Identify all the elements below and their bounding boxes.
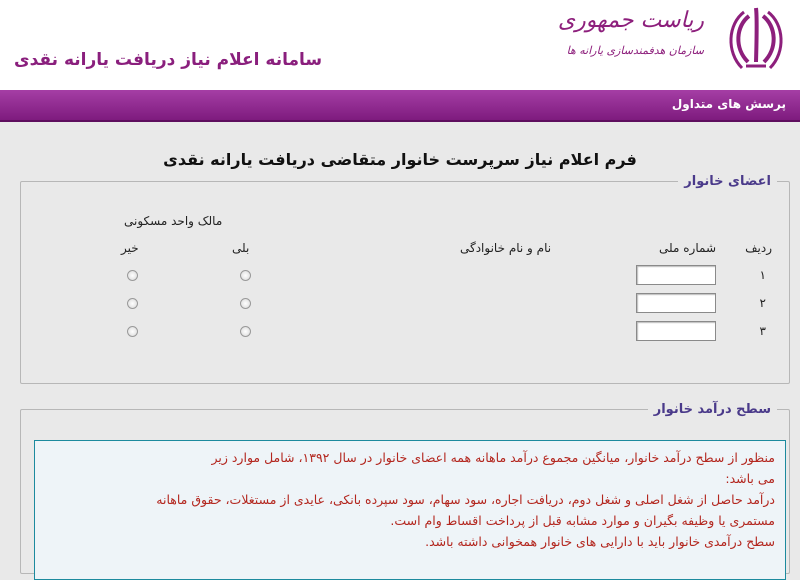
nav-bar bbox=[0, 90, 800, 122]
yes-column-header: بلی bbox=[232, 241, 250, 255]
owner-no-radio[interactable] bbox=[127, 326, 138, 337]
row-number: ۲ bbox=[759, 296, 766, 310]
national-id-column-header: شماره ملی bbox=[659, 241, 716, 255]
iran-emblem-icon bbox=[724, 4, 788, 74]
household-members-legend: اعضای خانوار bbox=[684, 174, 771, 189]
row-number: ۱ bbox=[759, 268, 766, 282]
form-title: فرم اعلام نیاز سرپرست خانوار متقاضی دریافت یارانه نقدی bbox=[163, 150, 637, 169]
row-number: ۳ bbox=[759, 324, 766, 338]
row-column-header: ردیف bbox=[745, 241, 772, 255]
brand-subtitle: سازمان هدفمندسازی یارانه ها bbox=[566, 44, 704, 57]
system-title: سامانه اعلام نیاز دریافت یارانه نقدی bbox=[14, 50, 323, 70]
household-income-legend: سطح درآمد خانوار bbox=[653, 402, 771, 417]
owner-yes-radio[interactable] bbox=[240, 326, 251, 337]
full-name-column-header: نام و نام خانوادگی bbox=[460, 241, 552, 255]
site-header bbox=[0, 0, 800, 90]
national-id-input[interactable] bbox=[636, 265, 716, 285]
notice-line: منظور از سطح درآمد خانوار، میانگین مجموع درآمد ماهانه همه اعضای خانوار در سال ۱۳۹۲، شامل موارد زیر bbox=[211, 450, 775, 465]
notice-line: می باشد: bbox=[725, 471, 775, 486]
brand-title: ریاست جمهوری bbox=[557, 8, 704, 33]
notice-line: درآمد حاصل از شغل اصلی و شغل دوم، دریافت اجاره، سود سهام، سود سپرده بانکی، عایدی از مستغلات، حقوق ماهانه bbox=[156, 492, 775, 507]
owner-column-header: مالک واحد مسکونی bbox=[124, 214, 223, 228]
notice-line: سطح درآمدی خانوار باید با دارایی های خانوار همخوانی داشته باشد. bbox=[425, 534, 775, 549]
owner-no-radio[interactable] bbox=[127, 270, 138, 281]
notice-line: مستمری یا وظیفه بگیران و موارد مشابه قبل از پرداخت اقساط وام است. bbox=[390, 513, 775, 528]
income-notice bbox=[34, 440, 786, 580]
national-id-input[interactable] bbox=[636, 293, 716, 313]
owner-no-radio[interactable] bbox=[127, 298, 138, 309]
owner-yes-radio[interactable] bbox=[240, 298, 251, 309]
national-id-input[interactable] bbox=[636, 321, 716, 341]
faq-link[interactable]: پرسش های متداول bbox=[671, 97, 786, 111]
owner-yes-radio[interactable] bbox=[240, 270, 251, 281]
no-column-header: خیر bbox=[121, 241, 139, 255]
